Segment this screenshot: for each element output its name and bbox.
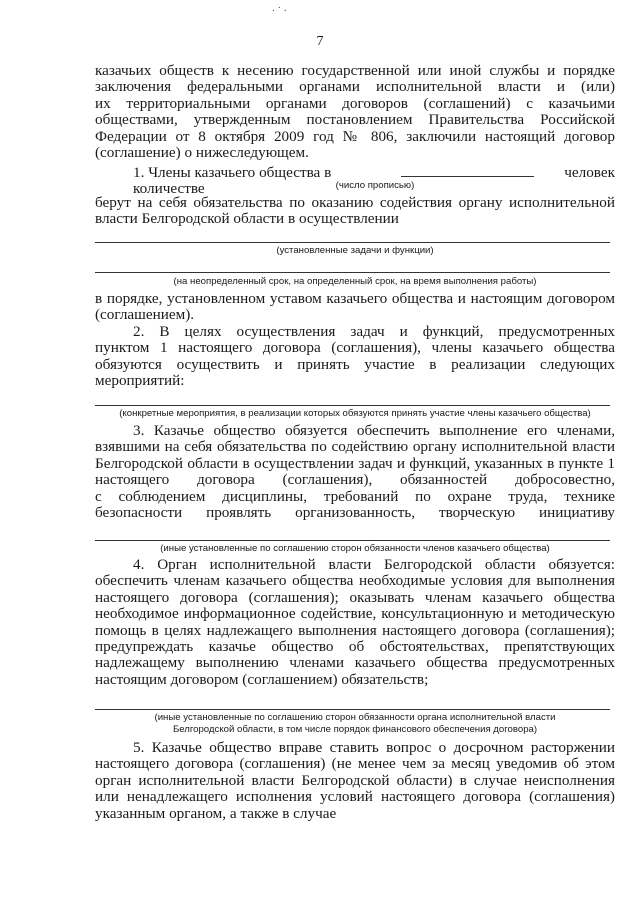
clause-1-start: 1. Члены казачьего общества в количестве xyxy=(133,164,332,198)
caption-term: (на неопределенный срок, на определенный срок, на время выполнения работы) xyxy=(173,276,537,287)
scan-marks: . · . xyxy=(272,2,287,14)
clause-5 xyxy=(95,740,615,822)
clause-2 xyxy=(95,324,615,390)
activities-blank-line[interactable] xyxy=(95,405,610,406)
caption-count: (число прописью) xyxy=(335,180,415,191)
text-line: настоящим договором (соглашением) обязательств; xyxy=(95,671,429,688)
text-line: казачьих обществ к несению государственной или иной службы и порядке xyxy=(95,63,615,79)
text-line: Белгородской области в осуществлении задач и функций, указанных в пункте 1 xyxy=(95,455,615,472)
caption-authority-duties-1: (иные установленные по соглашению сторон обязанности органа исполнительной власти xyxy=(154,712,556,723)
clause-3 xyxy=(95,423,615,521)
text-line: настоящего договора (соглашения); оказывать членам казачьего общества xyxy=(95,589,615,606)
page-number: 7 xyxy=(316,34,324,49)
text-line: орган исполнительной власти Белгородской области) в случае неисполнения xyxy=(95,772,615,789)
text-line: мероприятий: xyxy=(95,373,185,390)
caption-member-duties: (иные установленные по соглашению сторон обязанности членов казачьего общества) xyxy=(160,543,550,554)
text-line: с соблюдением дисциплины, требований по охране труда, технике xyxy=(95,488,615,505)
tasks-blank-line[interactable] xyxy=(95,242,610,243)
text-line: предупреждать казачье общество об обстоятельствах, препятствующих xyxy=(95,639,615,656)
term-blank-line[interactable] xyxy=(95,272,610,273)
text-line: настоящего договора (соглашения) (не менее чем за месяц уведомив об этом xyxy=(95,756,615,773)
caption-authority-duties-2: Белгородской области, в том числе порядок финансового обеспечения договора) xyxy=(172,724,538,735)
text-line: берут на себя обязательства по оказанию содействия органу исполнительной xyxy=(95,195,615,211)
intro-paragraph xyxy=(95,63,615,161)
text-line: 5. Казачье общество вправе ставить вопрос о досрочном расторжении xyxy=(133,740,615,756)
authority-duties-blank-line[interactable] xyxy=(95,709,610,710)
clause-1-body xyxy=(95,195,615,228)
text-line: указанным органом, а также в случае xyxy=(95,805,337,822)
text-line: 2. В целях осуществления задач и функций, предусмотренных xyxy=(133,324,615,340)
clause-1-end: человек xyxy=(564,164,615,181)
text-line: (соглашение) о нижеследующем. xyxy=(95,145,309,162)
text-line: или ненадлежащего исполнения условий настоящего договора (соглашения) xyxy=(95,789,615,806)
text-line: обществами, утвержденным постановлением Правительства Российской xyxy=(95,112,615,129)
text-line: обязуются осуществить и принять участие в реализации следующих xyxy=(95,356,615,373)
text-line: власти Белгородской области в осуществлении xyxy=(95,211,399,228)
text-line: 4. Орган исполнительной власти Белгородской области обязуется: xyxy=(133,557,615,573)
text-line: заключения федеральными органами исполнительной власти и (или) xyxy=(95,79,615,96)
text-line: настоящего договора (соглашения), обязанностей добросовестно, xyxy=(95,472,615,489)
text-line: надлежащему выполнению членами казачьего общества предусмотренных xyxy=(95,655,615,672)
text-line: пунктом 1 настоящего договора (соглашения), члены казачьего общества xyxy=(95,340,615,357)
text-line: в порядке, установленном уставом казачьего общества и настоящим договором xyxy=(95,291,615,307)
text-line: (соглашением). xyxy=(95,307,195,324)
caption-activities: (конкретные мероприятия, в реализации которых обязуются принять участие члены казачьего общества) xyxy=(119,408,591,419)
clause-4 xyxy=(95,557,615,688)
text-line: взявшими на себя обязательства по содействию органу исполнительной власти xyxy=(95,439,615,456)
text-line: обеспечить членам казачьего общества необходимые условия для выполнения xyxy=(95,573,615,590)
text-line: их территориальными органами договоров (соглашений) с казачьими xyxy=(95,95,615,112)
caption-tasks: (установленные задачи и функции) xyxy=(276,245,434,256)
text-line: безопасности проявлять организованность, творческую инициативу xyxy=(95,505,615,522)
member-duties-blank-line[interactable] xyxy=(95,540,610,541)
text-line: 3. Казачье общество обязуется обеспечить выполнение его членами, xyxy=(133,423,615,439)
text-line: Федерации от 8 октября 2009 год № 806, заключили настоящий договор xyxy=(95,128,615,145)
clause-1-tail xyxy=(95,291,615,324)
text-line: помощь в целях надлежащего выполнения настоящего договора (соглашения); xyxy=(95,622,615,639)
member-count-blank[interactable] xyxy=(401,164,534,177)
text-line: необходимое информационное содействие, консультационную и методическую xyxy=(95,606,615,623)
